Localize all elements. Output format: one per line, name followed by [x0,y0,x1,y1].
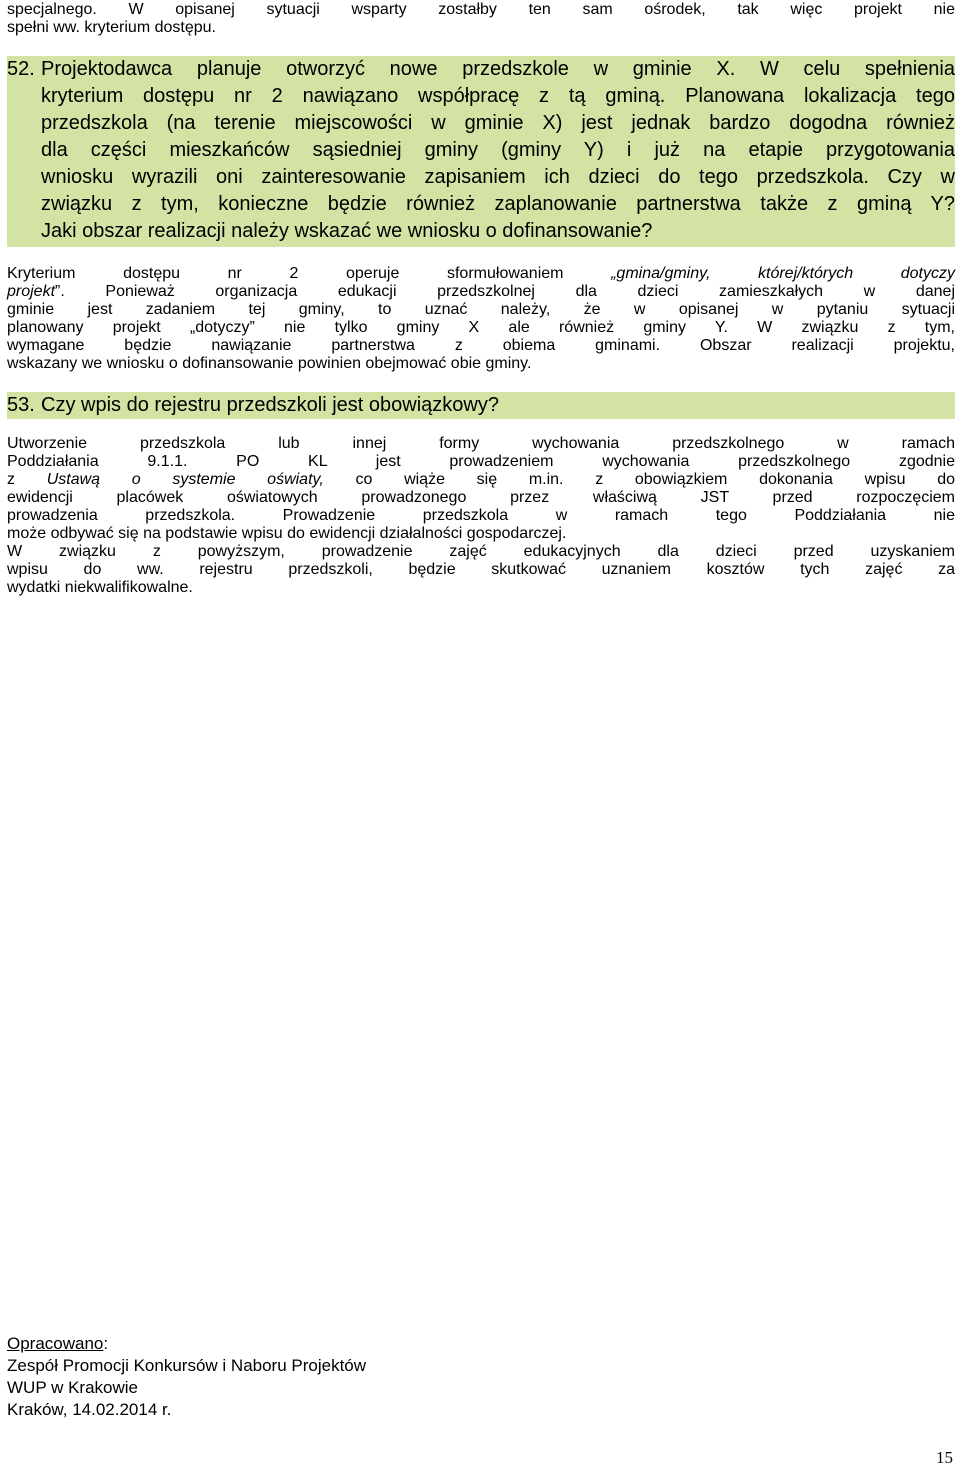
text-line: związku z tym, konieczne będzie również zaplanowanie partnerstwa także z gminą Y? [41,193,955,215]
text-run: ”. Ponieważ organizacja edukacji przedszkolnej dla dzieci zamieszkałych w danej [55,283,955,300]
text-line: prowadzenia przedszkola. Prowadzenie przedszkola w ramach tego Poddziałania nie [7,507,955,524]
answer-53 [7,435,955,597]
text-run: z [7,471,47,488]
text-line: spełni ww. kryterium dostępu. [7,19,216,36]
text-line: wniosku wyrazili oni zainteresowanie zapisaniem ich dzieci do tego przedszkola. Czy w [41,166,955,188]
team-name: Zespół Promocji Konkursów i Naboru Projektów [7,1356,367,1375]
document-page [7,0,955,597]
question-text: Czy wpis do rejestru przedszkoli jest obowiązkowy? [41,394,499,416]
text-line: wydatki niekwalifikowalne. [7,579,193,596]
text-run: co wiąże się m.in. z obowiązkiem dokonania wpisu do [323,471,955,488]
text-line: Utworzenie przedszkola lub innej formy wychowania przedszkolnego w ramach [7,435,955,452]
text-line: wskazany we wniosku o dofinansowanie powinien obejmować obie gminy. [7,355,532,372]
text-line: kryterium dostępu nr 2 nawiązano współpracę z tą gminą. Planowana lokalizacja tego [41,85,955,107]
quoted-phrase: projekt [7,283,56,300]
text-line: W związku z powyższym, prowadzenie zajęć edukacyjnych dla dzieci przed uzyskaniem [7,543,955,560]
text-line: specjalnego. W opisanej sytuacji wsparty zostałby ten sam ośrodek, tak więc projekt nie [7,1,955,18]
act-title: Ustawą o systemie oświaty, [46,471,324,488]
text-line [7,265,955,283]
text-line: Projektodawca planuje otworzyć nowe przedszkole w gminie X. W celu spełnienia [41,58,955,80]
text-line: wpisu do ww. rejestru przedszkoli, będzie skutkować uznaniem kosztów tych zajęć za [7,561,955,578]
text-run: Kryterium dostępu nr 2 operuje sformułowaniem [7,265,612,282]
quoted-phrase: „gmina/gminy, której/których dotyczy [611,265,956,282]
question-text [41,56,955,245]
page-number: 15 [936,1448,953,1467]
prepared-by-line [7,1333,366,1355]
text-line: Poddziałania 9.1.1. PO KL jest prowadzeniem wychowania przedszkolnego zgodnie [7,453,955,470]
question-52 [7,56,955,247]
text-line: ewidencji placówek oświatowych prowadzonego przez właściwą JST przed rozpoczęciem [7,489,955,506]
question-number: 52. [7,58,35,80]
prepared-by-label: Opracowano [7,1334,104,1353]
text-line: może odbywać się na podstawie wpisu do ewidencji działalności gospodarczej. [7,525,567,542]
question-53 [7,392,955,419]
text-line: dla części mieszkańców sąsiedniej gminy (gminy Y) i już na etapie przygotowania [41,139,955,161]
document-date: Kraków, 14.02.2014 r. [7,1400,172,1419]
text-line: gminie jest zadaniem tej gminy, to uznać należy, że w opisanej w pytaniu sytuacji [7,301,955,318]
text-line [7,471,955,489]
text-line: wymagane będzie nawiązanie partnerstwa z obiema gminami. Obszar realizacji projektu, [7,337,955,354]
footer [7,1333,366,1421]
office-name: WUP w Krakowie [7,1378,138,1397]
text-line: przedszkola (na terenie miejscowości w gminie X) jest jednak bardzo dogodna również [41,112,955,134]
colon: : [103,1334,109,1353]
text-line: Jaki obszar realizacji należy wskazać we wniosku o dofinansowanie? [41,220,653,242]
text-line: planowany projekt „dotyczy” nie tylko gminy X ale również gminy Y. W związku z tym, [7,319,955,336]
answer-52 [7,265,955,373]
text-line [7,283,955,301]
continuation-paragraph [7,0,955,37]
question-number: 53. [7,394,35,416]
